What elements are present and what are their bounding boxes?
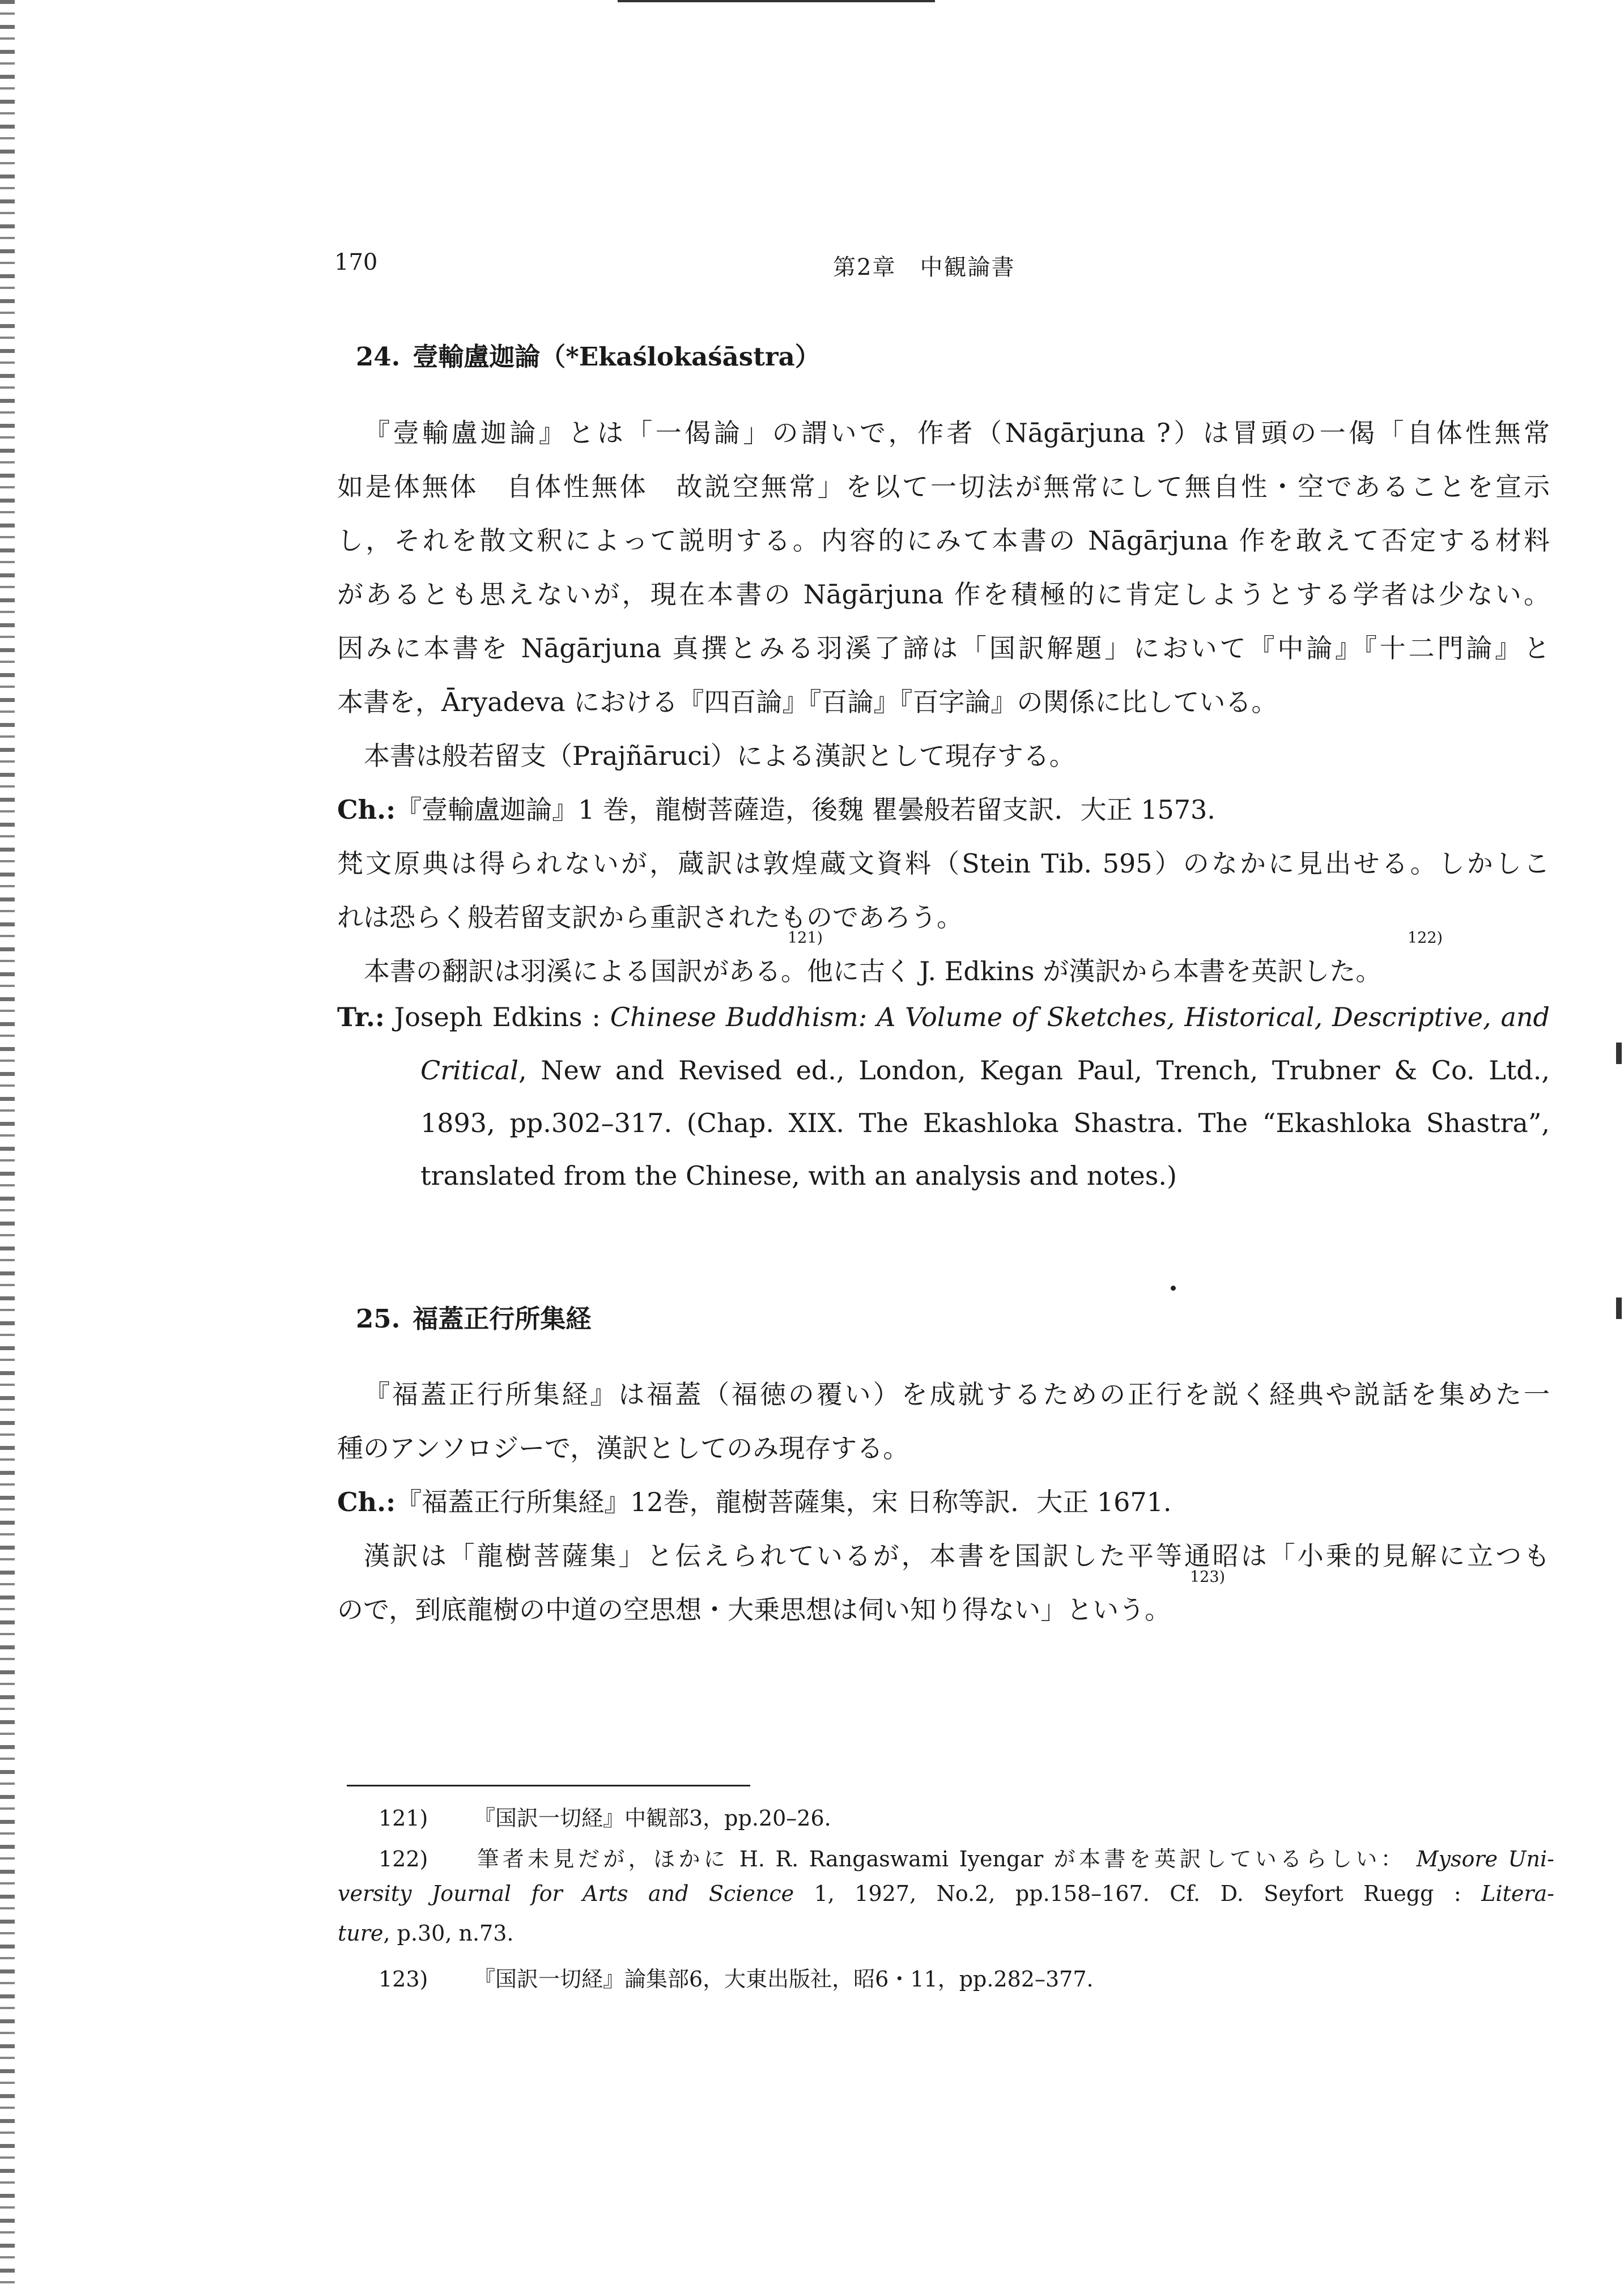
text-span: 本書の翻訳は羽溪による国訳がある。	[364, 956, 807, 986]
paragraph-line: ので，到底龍樹の中道の空思想・大乗思想は伺い知り得ない」という。	[337, 1594, 1171, 1625]
footnote-text: , p.30, n.73.	[383, 1921, 514, 1946]
footnote-122-line	[338, 1881, 1554, 1906]
section-number: 24.	[356, 342, 401, 372]
text-span: 他に古く J. Edkins が漢訳から本書を英訳した。	[807, 956, 1382, 986]
entry-label: Tr.:	[337, 1002, 385, 1032]
scan-right-edge-mark	[1616, 1297, 1622, 1319]
paragraph-line: 本書は般若留支（Prajñāruci）による漢訳として現存する。	[364, 741, 1075, 771]
paragraph-line: 『福蓋正行所集経』は福蓋（福徳の覆い）を成就するための正行を説く経典や説話を集めた一	[364, 1379, 1550, 1410]
footnote-text: 筆者未見だが，ほかに H. R. Rangaswami Iyengar が本書を英訳しているらしい：	[474, 1847, 1406, 1871]
stray-mark	[1171, 1286, 1176, 1291]
paragraph-line: 種のアンソロジーで，漢訳としてのみ現存する。	[337, 1433, 909, 1464]
footnote-separator	[347, 1785, 750, 1786]
chinese-translation-entry	[337, 789, 1550, 827]
chinese-translation-entry	[337, 1482, 1550, 1519]
entry-label: Ch.:	[337, 794, 396, 825]
entry-text: , New and Revised ed., London, Kegan Paul, Trench, Trubner & Co. Ltd.,	[518, 1055, 1550, 1086]
paragraph-line: 漢訳は「龍樹菩薩集」と伝えられているが，本書を国訳した平等通昭は「小乗的見解に立つも	[364, 1541, 1550, 1571]
translation-entry	[337, 1002, 1550, 1032]
footnote-mark: 123)	[379, 1967, 428, 1992]
paragraph-line	[364, 951, 1550, 988]
section-title: 壹輸盧迦論（*Ekaślokaśāstra）	[413, 342, 820, 372]
running-head: 第2章 中観論書	[833, 254, 1015, 280]
note-reference: 121)	[788, 929, 823, 947]
section-title: 福蓋正行所集経	[413, 1304, 592, 1334]
page-header	[334, 249, 1615, 283]
entry-text: 『壹輸盧迦論』1 巻，龍樹菩薩造，後魏 瞿曇般若留支訳．大正 1573.	[396, 794, 1215, 825]
page-number: 170	[334, 249, 378, 275]
footnote-italic: Mysore Uni-	[1416, 1847, 1554, 1871]
section-number: 25.	[356, 1304, 401, 1334]
footnote-121	[379, 1801, 1554, 1832]
section-24-heading	[356, 336, 820, 373]
footnote-122-line	[338, 1921, 1514, 1946]
paragraph-line: 梵文原典は得られないが，蔵訳は敦煌蔵文資料（Stein Tib. 595）のなかに見出せる。しかしこ	[337, 848, 1550, 879]
scan-right-edge-mark	[1616, 1043, 1622, 1064]
entry-title: Critical	[420, 1055, 518, 1086]
note-reference: 123)	[1190, 1568, 1226, 1586]
entry-label: Ch.:	[337, 1487, 396, 1517]
paragraph-line: 如是体無体 自体性無体 故説空無常」を以て一切法が無常にして無自性・空であることを宣示	[337, 471, 1550, 502]
footnote-mark: 121)	[379, 1806, 428, 1831]
note-reference: 122)	[1408, 929, 1443, 947]
paragraph-line: 『壹輸盧迦論』とは「一偈論」の謂いで，作者（Nāgārjuna ?）は冒頭の一偈「自体性無常	[364, 418, 1550, 448]
section-25-heading	[356, 1298, 591, 1335]
footnote-123	[379, 1962, 1554, 1993]
footnote-mark: 122)	[379, 1847, 428, 1871]
footnote-text: 『国訳一切経』論集部6，大東出版社，昭6・11，pp.282–377.	[474, 1967, 1094, 1992]
footnote-122	[379, 1841, 1554, 1873]
paragraph-line: れは恐らく般若留支訳から重訳されたものであろう。	[337, 902, 963, 933]
entry-author: Joseph Edkins :	[394, 1002, 601, 1032]
paragraph-line: し，それを散文釈によって説明する。内容的にみて本書の Nāgārjuna 作を敢えて否定する材料	[337, 525, 1550, 556]
paragraph-line: があるとも思えないが，現在本書の Nāgārjuna 作を積極的に肯定しようとする学者は少ない。	[337, 579, 1550, 610]
paragraph-line: 本書を，Āryadeva における『四百論』『百論』『百字論』の関係に比している。	[337, 687, 1278, 717]
footnote-italic: Litera-	[1481, 1881, 1554, 1906]
translation-entry-line	[420, 1055, 1550, 1086]
entry-title: Chinese Buddhism: A Volume of Sketches, Historical, Descriptive, and	[610, 1002, 1550, 1032]
translation-entry-line: 1893, pp.302–317. (Chap. XIX. The Ekashloka Shastra. The “Ekashloka Shastra”,	[420, 1108, 1550, 1138]
translation-entry-line: translated from the Chinese, with an analysis and notes.)	[420, 1160, 1177, 1191]
entry-text: 『福蓋正行所集経』12巻，龍樹菩薩集，宋 日称等訳．大正 1671.	[396, 1487, 1172, 1517]
scan-top-rule	[618, 0, 935, 2]
footnote-italic: ture	[338, 1921, 384, 1946]
footnote-text: 1, 1927, No.2, pp.158–167. Cf. D. Seyfort Ruegg :	[814, 1881, 1461, 1906]
scan-left-edge	[0, 0, 15, 2293]
footnote-text: 『国訳一切経』中観部3，pp.20–26.	[474, 1806, 831, 1831]
paragraph-line: 因みに本書を Nāgārjuna 真撰とみる羽溪了諦は「国訳解題」において『中論』『十二門論』と	[337, 633, 1550, 663]
footnote-italic: versity Journal for Arts and Science	[338, 1881, 794, 1906]
